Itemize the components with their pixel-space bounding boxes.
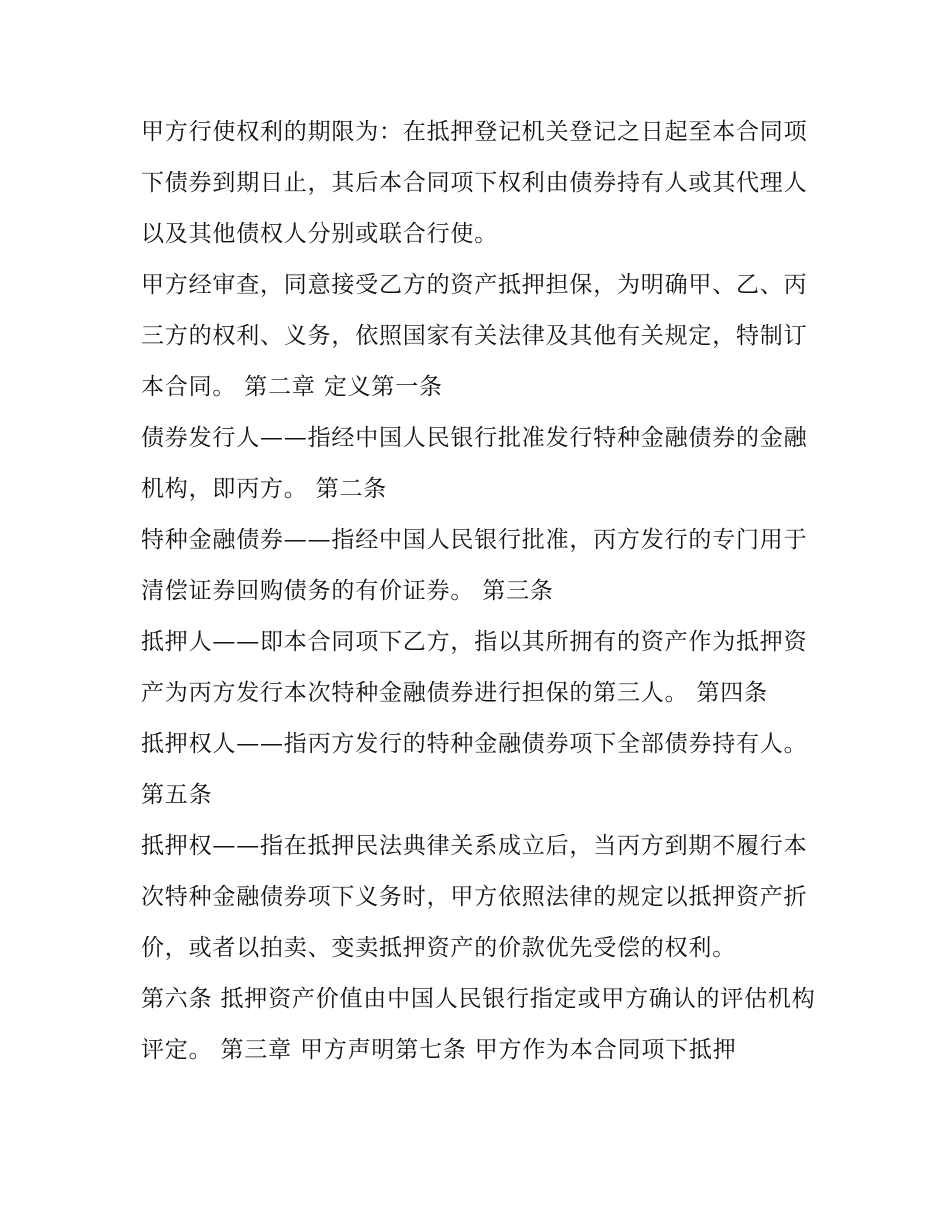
paragraph-5: 抵押人——即本合同项下乙方，指以其所拥有的资产作为抵押资产为丙方发行本次特种金融债券进行担保的第三人。 第四条: [141, 629, 808, 706]
paragraph-2: 甲方经审查，同意接受乙方的资产抵押担保，为明确甲、乙、丙三方的权利、义务，依照国家有关法律及其他有关规定，特制订本合同。 第二章 定义第一条: [141, 272, 808, 400]
paragraph-3: 债券发行人——指经中国人民银行批准发行特种金融债券的金融机构，即丙方。 第二条: [141, 425, 808, 502]
paragraph-7: 抵押权——指在抵押民法典律关系成立后，当丙方到期不履行本次特种金融债券项下义务时，甲方依照法律的规定以抵押资产折价，或者以拍卖、变卖抵押资产的价款优先受偿的权利。: [141, 833, 808, 961]
paragraph-1: 甲方行使权利的期限为：在抵押登记机关登记之日起至本合同项下债券到期日止，其后本合同项下权利由债券持有人或其代理人以及其他债权人分别或联合行使。: [141, 119, 808, 247]
document-body: [141, 107, 821, 1076]
paragraph-4: 特种金融债券——指经中国人民银行批准，丙方发行的专门用于清偿证券回购债务的有价证券。 第三条: [141, 527, 808, 604]
paragraph-6: 抵押权人——指丙方发行的特种金融债券项下全部债券持有人。 第五条: [141, 731, 808, 808]
paragraph-8: 第六条 抵押资产价值由中国人民银行指定或甲方确认的评估机构评定。 第三章 甲方声明第七条 甲方作为本合同项下抵押: [141, 986, 816, 1063]
